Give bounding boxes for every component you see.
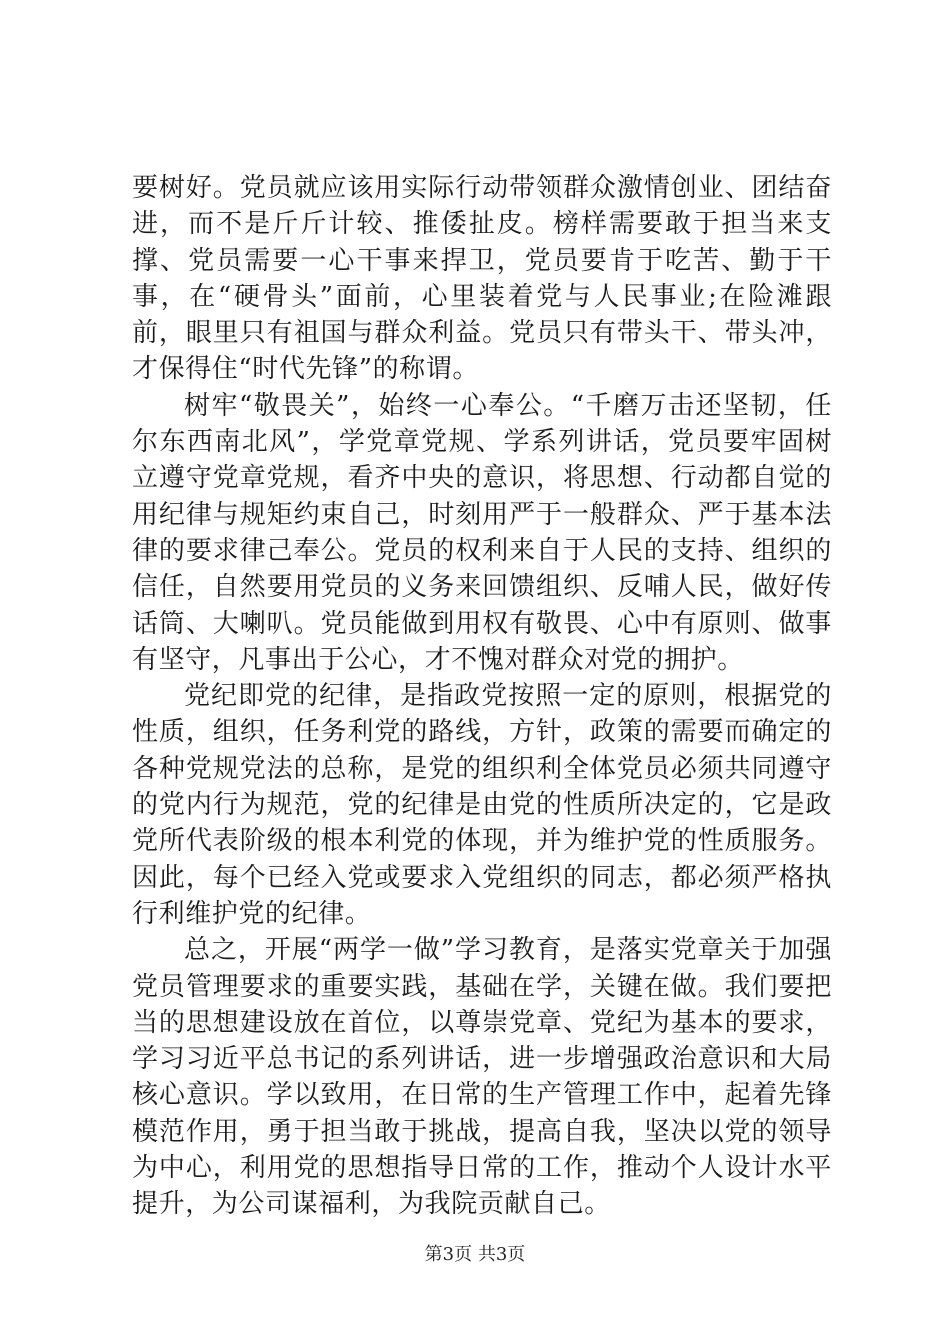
page-number-footer: 第3页 共3页 xyxy=(424,1244,526,1265)
paragraph-conclusion: 总之，开展“两学一做”学习教育，是落实党章关于加强党员管理要求的重要实践，基础在学，关键在做。我们要把当的思想建设放在首位，以尊崇党章、党纪为基本的要求，学习习近平总书记的系列讲话，进一步增强政治意识和大局核心意识。学以致用，在日常的生产管理工作中，起着先锋模范作用，勇于担当敢于挑战，提高自我，坚决以党的领导为中心，利用党的思想指导日常的工作，推动个人设计水平提升，为公司谋福利，为我院贡献自己。 xyxy=(132,935,832,1220)
paragraph-respect-discipline: 树牢“敬畏关”，始终一心奉公。“千磨万击还坚韧，任尔东西南北风”，学党章党规、学系列讲话，党员要牢固树立遵守党章党规，看齐中央的意识，将思想、行动都自觉的用纪律与规矩约束自己，时刻用严于一般群众、严于基本法律的要求律己奉公。党员的权利来自于人民的支持、组织的信任，自然要用党员的义务来回馈组织、反哺人民，做好传话筒、大喇叭。党员能做到用权有敬畏、心中有原则、做事有坚守，凡事出于公心，才不愧对群众对党的拥护。 xyxy=(132,390,832,675)
document-body xyxy=(132,170,832,1223)
paragraph-continuation: 要树好。党员就应该用实际行动带领群众激情创业、团结奋进，而不是斤斤计较、推倭扯皮。榜样需要敢于担当来支撑、党员需要一心干事来捍卫，党员要肯于吃苦、勤于干事，在“硬骨头”面前，心里装着党与人民事业;在险滩跟前，眼里只有祖国与群众利益。党员只有带头干、带头冲，才保得住“时代先锋”的称谓。 xyxy=(132,173,832,385)
paragraph-party-discipline: 党纪即党的纪律，是指政党按照一定的原则，根据党的性质，组织，任务利党的路线，方针，政策的需要而确定的各种党规党法的总称，是党的组织利全体党员必须共同遵守的党内行为规范，党的纪律是由党的性质所决定的，它是政党所代表阶级的根本利党的体现，并为维护党的性质服务。因此，每个已经入党或要求入党组织的同志，都必须严格执行利维护党的纪律。 xyxy=(132,681,832,929)
